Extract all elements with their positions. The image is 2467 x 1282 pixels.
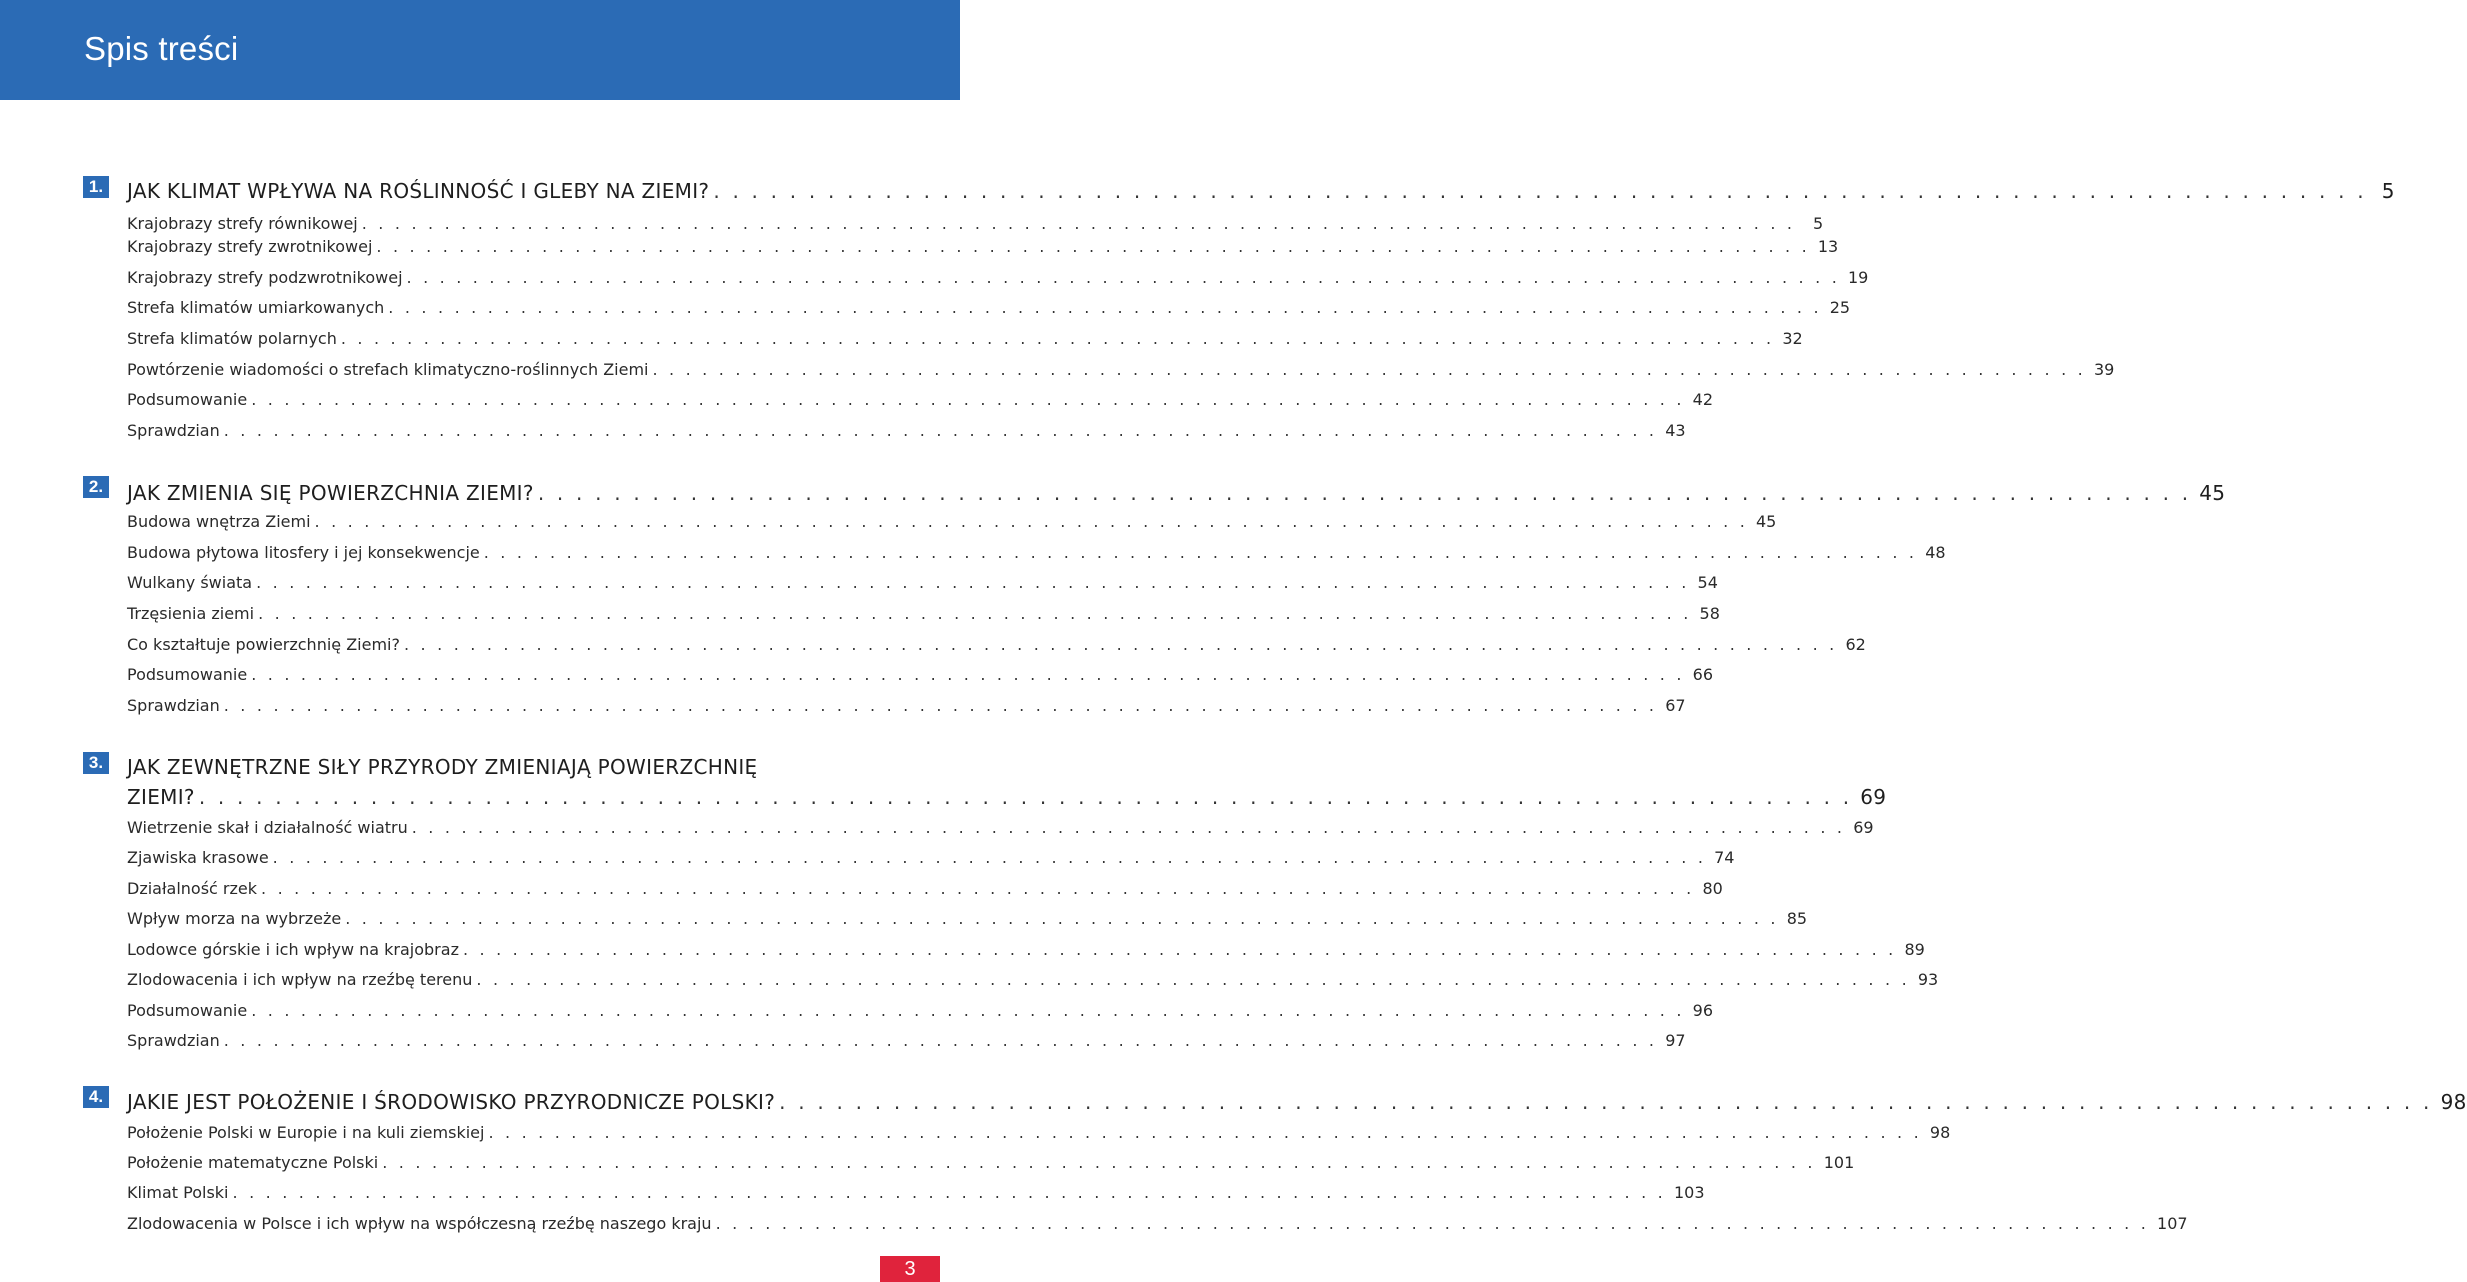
toc-entry[interactable]	[127, 1122, 1951, 1144]
page-number: 98	[2440, 1090, 2467, 1114]
dot-leader	[538, 480, 2191, 506]
dot-leader	[652, 359, 2085, 381]
dot-leader	[488, 1122, 1921, 1144]
entry-title: Trzęsienia ziemi	[127, 604, 255, 623]
entry-title: Podsumowanie	[127, 390, 248, 409]
dot-leader	[273, 847, 1706, 869]
page-number: 103	[1673, 1183, 1705, 1202]
dot-leader	[716, 1213, 2149, 1235]
page-number: 97	[1665, 1031, 1686, 1050]
dot-leader	[345, 908, 1778, 930]
entry-title: Krajobrazy strefy podzwrotnikowej	[127, 268, 403, 287]
dot-leader	[382, 1152, 1815, 1174]
entry-title: Sprawdzian	[127, 696, 220, 715]
toc-entry[interactable]	[127, 695, 1686, 717]
toc-chapter-entry[interactable]	[127, 1089, 2467, 1115]
entry-title: Co kształtuje powierzchnię Ziemi?	[127, 635, 400, 654]
chapter-number-badge: 4.	[83, 1086, 109, 1108]
toc-entry[interactable]	[127, 389, 1714, 411]
dot-leader	[388, 297, 1821, 319]
entry-title: Zjawiska krasowe	[127, 848, 269, 867]
toc-chapter-entry[interactable]	[127, 784, 1887, 810]
dot-leader	[251, 389, 1684, 411]
page-number: 5	[1813, 214, 1824, 233]
entry-title: Położenie matematyczne Polski	[127, 1153, 379, 1172]
toc-entry[interactable]	[127, 572, 1718, 594]
page-number: 80	[1702, 879, 1723, 898]
entry-title: Wulkany świata	[127, 573, 253, 592]
page-number: 85	[1786, 909, 1808, 928]
page-number: 93	[1917, 970, 1939, 989]
page-number: 42	[1692, 390, 1714, 409]
toc-entry[interactable]	[127, 817, 1874, 839]
page-number: 39	[2093, 360, 2115, 379]
chapter-title: JAKIE JEST POŁOŻENIE I ŚRODOWISKO PRZYRODNICZE POLSKI?	[127, 1090, 776, 1114]
page-title: Spis treści	[84, 30, 239, 67]
page-number: 96	[1692, 1001, 1714, 1020]
toc-entry[interactable]	[127, 542, 1946, 564]
entry-title: Działalność rzek	[127, 879, 257, 898]
entry-title: Klimat Polski	[127, 1183, 229, 1202]
chapter-title: JAK ZMIENIA SIĘ POWIERZCHNIA ZIEMI?	[127, 481, 534, 505]
entry-title: Sprawdzian	[127, 1031, 220, 1050]
page-header	[0, 0, 960, 100]
entry-title: Powtórzenie wiadomości o strefach klimatyczno-roślinnych Ziemi	[127, 360, 649, 379]
chapter-title: JAK KLIMAT WPŁYWA NA ROŚLINNOŚĆ I GLEBY NA ZIEMI?	[127, 179, 710, 203]
page-number: 74	[1714, 848, 1735, 867]
entry-title: Budowa wnętrza Ziemi	[127, 512, 311, 531]
dot-leader	[251, 1000, 1684, 1022]
toc-entry[interactable]	[127, 236, 1839, 258]
toc-entry[interactable]	[127, 603, 1720, 625]
page-number: 62	[1845, 635, 1866, 654]
page-number: 48	[1925, 543, 1946, 562]
page-number: 25	[1829, 298, 1851, 317]
page-number: 5	[2381, 179, 2395, 203]
page-number: 66	[1692, 665, 1714, 684]
toc-entry[interactable]	[127, 511, 1777, 533]
toc-chapter-entry[interactable]	[127, 178, 2395, 204]
entry-title: Zlodowacenia i ich wpływ na rzeźbę terenu	[127, 970, 473, 989]
entry-title: Budowa płytowa litosfery i jej konsekwencje	[127, 543, 480, 562]
dot-leader	[224, 1030, 1657, 1052]
page-number: 45	[2199, 481, 2226, 505]
toc-entry[interactable]	[127, 664, 1714, 686]
dot-leader	[376, 236, 1809, 258]
dot-leader	[463, 939, 1896, 961]
entry-title: Strefa klimatów umiarkowanych	[127, 298, 385, 317]
entry-title: Podsumowanie	[127, 665, 248, 684]
dot-leader	[224, 695, 1657, 717]
dot-leader	[476, 969, 1909, 991]
toc-entry[interactable]	[127, 878, 1723, 900]
entry-title: Sprawdzian	[127, 421, 220, 440]
chapter-title-line2: ZIEMI?	[127, 785, 195, 809]
entry-title: Zlodowacenia w Polsce i ich wpływ na współczesną rzeźbę naszego kraju	[127, 1214, 712, 1233]
dot-leader	[256, 572, 1689, 594]
page-number: 32	[1782, 329, 1803, 348]
chapter-title-line1: JAK ZEWNĘTRZNE SIŁY PRZYRODY ZMIENIAJĄ POWIERZCHNIĘ	[127, 755, 758, 779]
entry-title: Lodowce górskie i ich wpływ na krajobraz	[127, 940, 459, 959]
page-number: 19	[1847, 268, 1869, 287]
toc-entry[interactable]	[127, 420, 1686, 442]
toc-entry[interactable]	[127, 213, 1824, 235]
toc-entry[interactable]	[127, 969, 1939, 991]
dot-leader	[404, 634, 1837, 656]
entry-title: Strefa klimatów polarnych	[127, 329, 337, 348]
dot-leader	[315, 511, 1748, 533]
toc-entry[interactable]	[127, 267, 1869, 289]
toc-entry[interactable]	[127, 297, 1851, 319]
toc-entry[interactable]	[127, 328, 1803, 350]
page-number-badge: 3	[880, 1256, 940, 1282]
entry-title: Krajobrazy strefy równikowej	[127, 214, 358, 233]
page-number: 67	[1665, 696, 1686, 715]
entry-title: Podsumowanie	[127, 1001, 248, 1020]
toc-chapter-entry[interactable]	[127, 480, 2226, 506]
toc-entry[interactable]	[127, 359, 2115, 381]
page-number: 45	[1756, 512, 1777, 531]
chapter-number-badge: 1.	[83, 176, 109, 198]
entry-title: Wpływ morza na wybrzeże	[127, 909, 342, 928]
entry-title: Wietrzenie skał i działalność wiatru	[127, 818, 408, 837]
page-number: 69	[1853, 818, 1874, 837]
toc-entry[interactable]	[127, 634, 1866, 656]
dot-leader	[251, 664, 1684, 686]
dot-leader	[362, 213, 1795, 235]
chapter-number-badge: 2.	[83, 476, 109, 498]
dot-leader	[779, 1089, 2432, 1115]
toc-entry[interactable]	[127, 1030, 1686, 1052]
toc-entry[interactable]	[127, 1152, 1855, 1174]
toc-entry[interactable]	[127, 1213, 2188, 1235]
dot-leader	[341, 328, 1774, 350]
dot-leader	[258, 603, 1691, 625]
page-number: 58	[1699, 604, 1720, 623]
dot-leader	[199, 784, 1852, 810]
page-number: 107	[2157, 1214, 2188, 1233]
page-number: 13	[1817, 237, 1839, 256]
page-number: 101	[1823, 1153, 1855, 1172]
page-number: 43	[1665, 421, 1686, 440]
page-number: 69	[1860, 785, 1887, 809]
page-number: 98	[1929, 1123, 1951, 1142]
dot-leader	[484, 542, 1917, 564]
dot-leader	[233, 1182, 1666, 1204]
toc-entry[interactable]	[127, 908, 1808, 930]
entry-title: Położenie Polski w Europie i na kuli ziemskiej	[127, 1123, 485, 1142]
dot-leader	[407, 267, 1840, 289]
chapter-number-badge: 3.	[83, 752, 109, 774]
toc-entry[interactable]	[127, 939, 1925, 961]
dot-leader	[261, 878, 1694, 900]
entry-title: Krajobrazy strefy zwrotnikowej	[127, 237, 373, 256]
page-number: 89	[1904, 940, 1925, 959]
dot-leader	[713, 178, 2366, 204]
page-number: 54	[1697, 573, 1718, 592]
dot-leader	[224, 420, 1657, 442]
dot-leader	[412, 817, 1845, 839]
toc-entry[interactable]	[127, 847, 1735, 869]
toc-entry[interactable]	[127, 1182, 1705, 1204]
toc-entry[interactable]	[127, 1000, 1714, 1022]
